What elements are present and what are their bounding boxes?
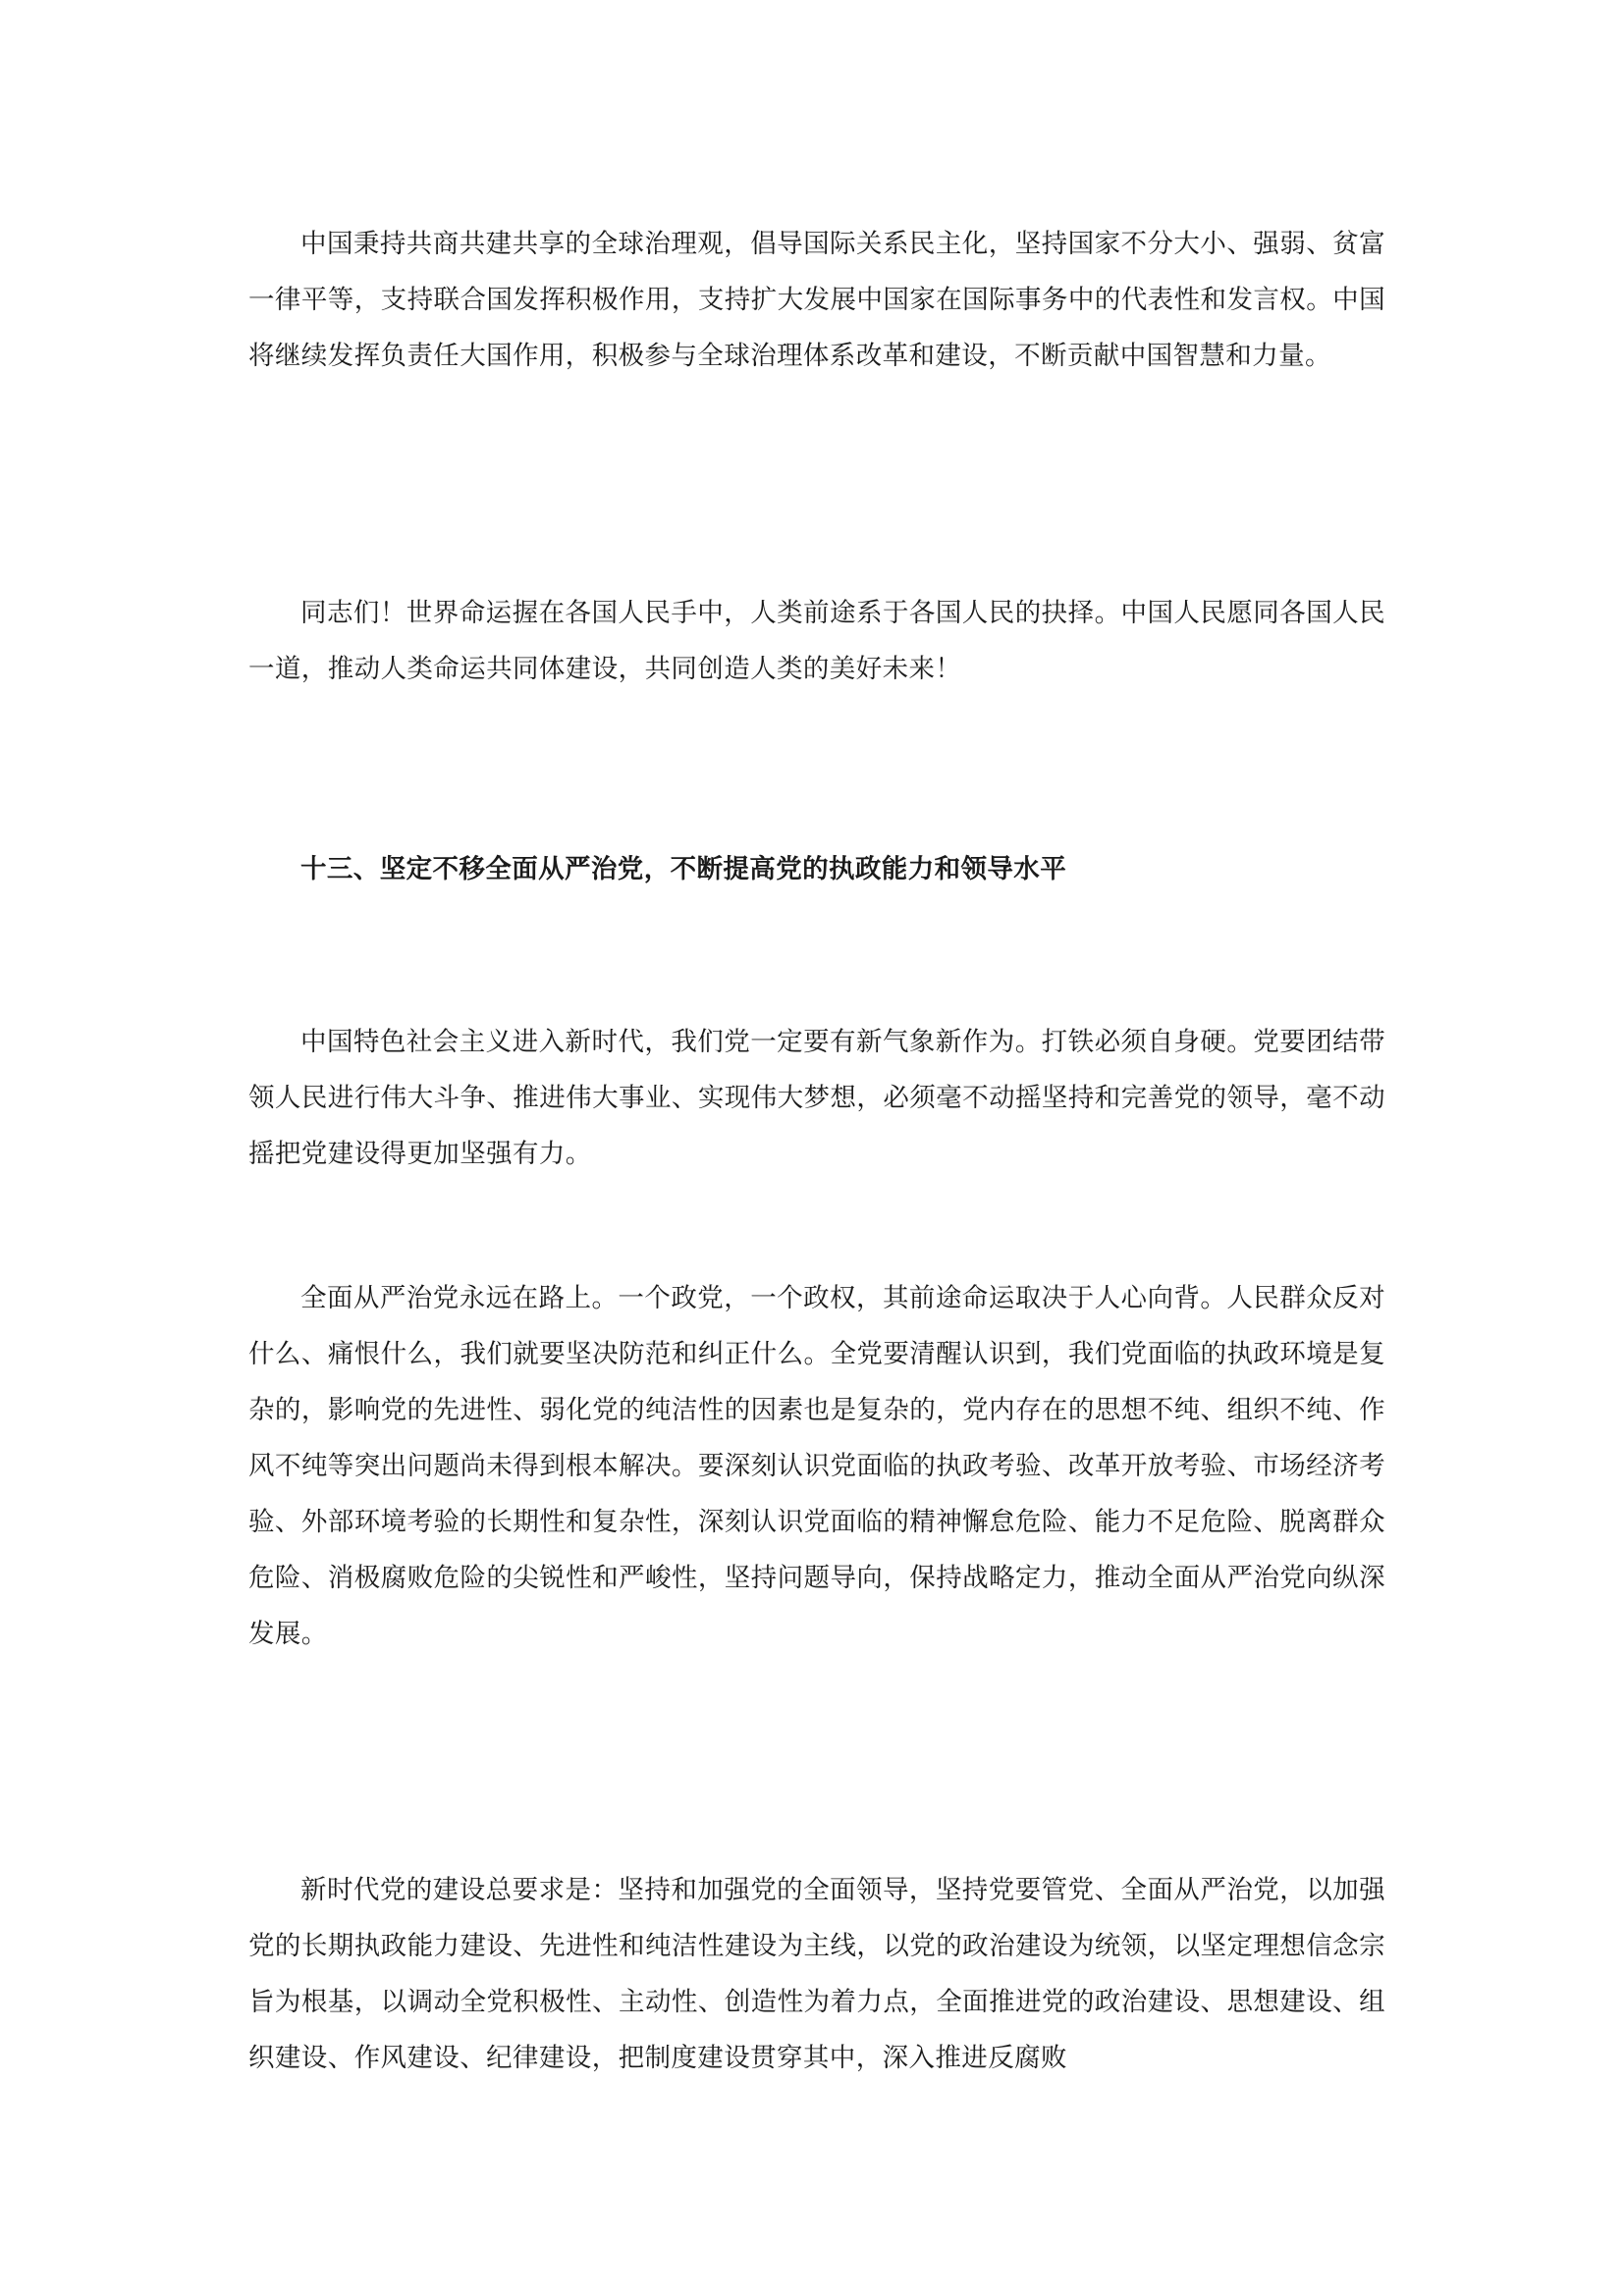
paragraph-new-era: 中国特色社会主义进入新时代，我们党一定要有新气象新作为。打铁必须自身硬。党要团结带领人民进行伟大斗争、推进伟大事业、实现伟大梦想，必须毫不动摇坚持和完善党的领导，毫不动摇把党建设得更加坚强有力。 [248, 1027, 1385, 1169]
paragraph-strict-governance: 全面从严治党永远在路上。一个政党，一个政权，其前途命运取决于人心向背。人民群众反对什么、痛恨什么，我们就要坚决防范和纠正什么。全党要清醒认识到，我们党面临的执政环境是复杂的，影响党的先进性、弱化党的纯洁性的因素也是复杂的，党内存在的思想不纯、组织不纯、作风不纯等突出问题尚未得到根本解决。要深刻认识党面临的执政考验、改革开放考验、市场经济考验、外部环境考验的长期性和复杂性，深刻认识党面临的精神懈怠危险、能力不足危险、脱离群众危险、消极腐败危险的尖锐性和严峻性，坚持问题导向，保持战略定力，推动全面从严治党向纵深发展。 [248, 1283, 1385, 1649]
paragraph-general-requirements: 新时代党的建设总要求是：坚持和加强党的全面领导，坚持党要管党、全面从严治党，以加强党的长期执政能力建设、先进性和纯洁性建设为主线，以党的政治建设为统领，以坚定理想信念宗旨为根基，以调动全党积极性、主动性、创造性为着力点，全面推进党的政治建设、思想建设、组织建设、作风建设、纪律建设，把制度建设贯穿其中，深入推进反腐败 [248, 1875, 1385, 2073]
paragraph-comrades: 同志们！世界命运握在各国人民手中，人类前途系于各国人民的抉择。中国人民愿同各国人民一道，推动人类命运共同体建设，共同创造人类的美好未来！ [248, 598, 1385, 684]
section-heading: 十三、坚定不移全面从严治党，不断提高党的执政能力和领导水平 [300, 854, 1067, 884]
paragraph-global-governance: 中国秉持共商共建共享的全球治理观，倡导国际关系民主化，坚持国家不分大小、强弱、贫富一律平等，支持联合国发挥积极作用，支持扩大发展中国家在国际事务中的代表性和发言权。中国将继续发挥负责任大国作用，积极参与全球治理体系改革和建设，不断贡献中国智慧和力量。 [248, 229, 1385, 371]
